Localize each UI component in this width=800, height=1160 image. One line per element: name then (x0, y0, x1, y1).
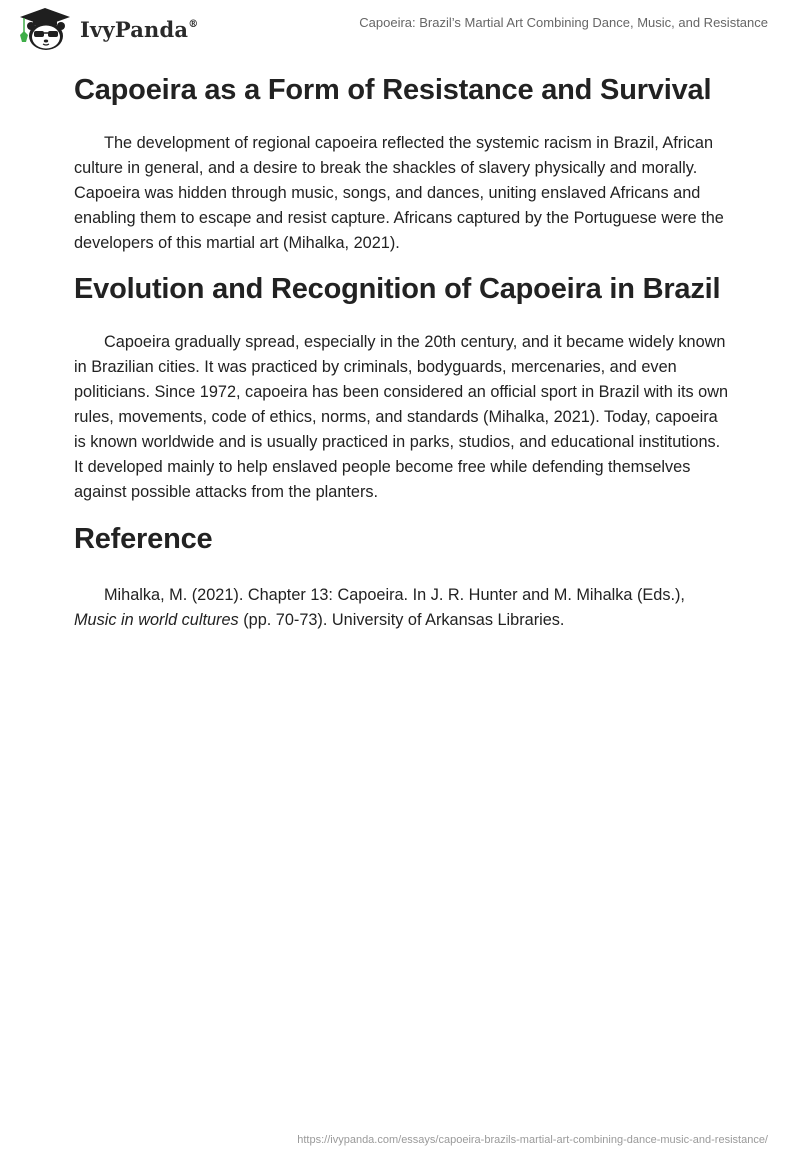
section-evolution (74, 269, 730, 505)
essay-content (74, 70, 730, 633)
ivypanda-logo[interactable] (16, 7, 198, 51)
section-heading: Evolution and Recognition of Capoeira in Brazil (74, 273, 721, 305)
panda-graduate-icon (16, 7, 74, 51)
section-paragraph: Capoeira gradually spread, especially in the 20th century, and it became widely known in Brazilian cities. It was practiced by criminals, bodyguards, mercenaries, and even politicians. Since 1972, capoeira has been considered an official sport in Brazil with its own rules, movements, code of ethics, norms, and standards (Mihalka, 2021). Today, capoeira is known worldwide and is usually practiced in parks, studios, and educational institutions. It developed mainly to help enslaved people become free while defending themselves against possible attacks from the planters. (74, 333, 729, 501)
section-resistance (74, 70, 730, 256)
source-url[interactable]: https://ivypanda.com/essays/capoeira-brazils-martial-art-combining-dance-music-and-resistance/ (297, 1134, 768, 1146)
running-title: Capoeira: Brazil’s Martial Art Combining Dance, Music, and Resistance (359, 15, 768, 30)
reference-heading: Reference (74, 523, 213, 555)
logo-text: IvyPanda® (80, 16, 199, 42)
reference-title: Music in world cultures (74, 611, 239, 629)
page-header (0, 0, 800, 56)
reference-entry: Mihalka, M. (2021). Chapter 13: Capoeira. In J. R. Hunter and M. Mihalka (Eds.), Music in world cultures (pp. 70-73). University of Arkansas Libraries. (74, 586, 685, 629)
section-heading: Capoeira as a Form of Resistance and Survival (74, 74, 712, 106)
section-reference (74, 520, 730, 633)
section-paragraph: The development of regional capoeira reflected the systemic racism in Brazil, African culture in general, and a desire to break the shackles of slavery physically and morally. Capoeira was hidden through music, songs, and dances, uniting enslaved Africans and enabling them to escape and resist capture. Africans captured by the Portuguese were the developers of this martial art (Mihalka, 2021). (74, 134, 724, 252)
